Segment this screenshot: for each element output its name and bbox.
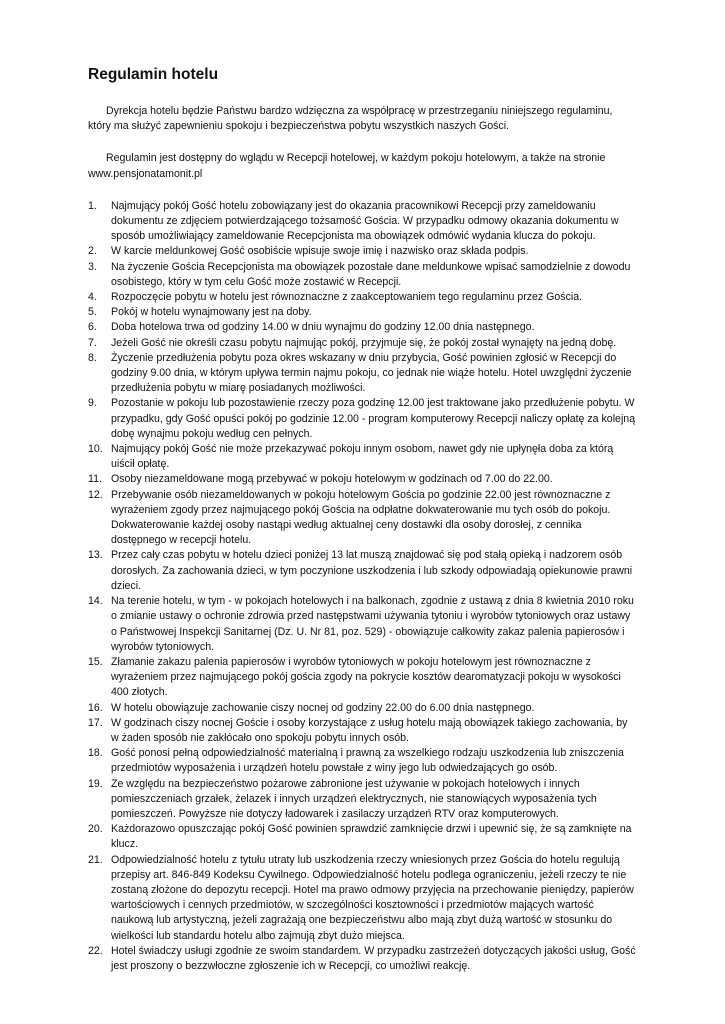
rule-number: 13. xyxy=(88,549,103,562)
rule-number: 14. xyxy=(88,595,103,608)
rule-text: W karcie meldunkowej Gość osobiście wpisuje swoje imię i nazwisko oraz składa podpis. xyxy=(111,245,529,258)
rule-text: Osoby niezameldowane mogą przebywać w pokoju hotelowym w godzinach od 7.00 do 22.00. xyxy=(111,473,553,486)
rule-text: Jeżeli Gość nie określi czasu pobytu najmując pokój, przyjmuje się, że pokój został wynajęty na jedną dobę. xyxy=(111,336,617,349)
rule-item xyxy=(88,777,637,823)
rule-text: Rozpoczęcie pobytu w hotelu jest równoznaczne z zaakceptowaniem tego regulaminu przez Gościa. xyxy=(111,291,583,304)
rule-item xyxy=(88,853,637,944)
rule-number: 12. xyxy=(88,488,103,501)
rule-number: 18. xyxy=(88,747,103,760)
rule-number: 3. xyxy=(88,260,97,273)
rule-item xyxy=(88,594,637,655)
rule-number: 8. xyxy=(88,351,97,364)
rule-item xyxy=(88,260,637,290)
rule-item xyxy=(88,701,637,716)
rule-text: Życzenie przedłużenia pobytu poza okres wskazany w dniu przybycia, Gość powinien zgłosić w Recepcji do godziny 9.00 dnia, w którym upływa termin najmu pokoju, co jednak nie wiąże hotelu. Hotel uwzględni życzenie przedłużenia pobytu w miarę posiadanych możliwości. xyxy=(111,351,632,395)
rule-number: 6. xyxy=(88,321,97,334)
rule-number: 1. xyxy=(88,199,97,212)
rule-item xyxy=(88,290,637,305)
rule-text: Na życzenie Gościa Recepcjonista ma obowiązek pozostałe dane meldunkowe wpisać samodzielnie z dowodu osobistego, który w tym celu Gość może zostawić w Recepcji. xyxy=(111,260,631,288)
rule-item xyxy=(88,442,637,472)
rule-item xyxy=(88,396,637,442)
rule-text: Na terenie hotelu, w tym - w pokojach hotelowych i na balkonach, zgodnie z ustawą z dnia 8 kwietnia 2010 roku o zmianie ustawy o ochronie zdrowia przed następstwami używania tytoniu i wyrobów tytoniowych oraz ustawy o Państwowej Inspekcji Sanitarnej (Dz. U. Nr 81, poz. 529) - obowiązuje całkowity zakaz palenia papierosów i wyrobów tytoniowych. xyxy=(111,595,634,653)
rule-item xyxy=(88,199,637,245)
rule-text: Najmujący pokój Gość nie może przekazywać pokoju innym osobom, nawet gdy nie upłynęła doba za którą uiścił opłatę. xyxy=(111,443,614,471)
rule-number: 21. xyxy=(88,853,103,866)
rule-item xyxy=(88,944,637,974)
rule-text: Odpowiedzialność hotelu z tytułu utraty lub uszkodzenia rzeczy wniesionych przez Gościa do hotelu regulują przepisy art. 846-849 Kodeksu Cywilnego. Odpowiedzialność hotelu podlega ograniczeniu, jeżeli rzeczy te nie zostaną złożone do depozytu recepcji. Hotel ma prawo odmowy przyjęcia na przechowanie pieniędzy, papierów wartościowych i cennych przedmiotów, w szczególności kosztowności i przedmiotów mających wartość naukową lub artystyczną, jeżeli zagrażają one bezpieczeństwu albo mają zbyt dużą wartość w stosunku do wielkości lub standardu hotelu albo zajmują zbyt dużo miejsca. xyxy=(111,853,634,942)
rule-number: 16. xyxy=(88,701,103,714)
rule-text: Hotel świadczy usługi zgodnie ze swoim standardem. W przypadku zastrzeżeń dotyczących jakości usług, Gość jest proszony o bezzwłoczne zgłoszenie ich w Recepcji, co umożliwi reakcję. xyxy=(111,944,636,972)
rule-number: 4. xyxy=(88,291,97,304)
rule-text: Każdorazowo opuszczając pokój Gość powinien sprawdzić zamknięcie drzwi i upewnić się, że są zamknięte na klucz. xyxy=(111,823,632,851)
intro-paragraph: Dyrekcja hotelu będzie Państwu bardzo wdzięczna za współpracę w przestrzeganiu niniejszego regulaminu, który ma służyć zapewnieniu spokoju i bezpieczeństwa pobytu wszystkich naszych Gości. xyxy=(88,105,613,133)
rule-number: 5. xyxy=(88,306,97,319)
rule-item xyxy=(88,244,637,259)
rule-text: Przez cały czas pobytu w hotelu dzieci poniżej 13 lat muszą znajdować się pod stałą opieką i nadzorem osób dorosłych. Za zachowania dzieci, w tym poczynione uszkodzenia i lub szkody odpowiadają opiekunowie prawni dzieci. xyxy=(111,549,633,592)
rule-item xyxy=(88,822,637,852)
rule-number: 19. xyxy=(88,777,103,790)
rule-number: 22. xyxy=(88,944,103,957)
rule-number: 9. xyxy=(88,397,97,410)
rule-item xyxy=(88,548,637,594)
rule-text: W hotelu obowiązuje zachowanie ciszy nocnej od godziny 22.00 do 6.00 dnia następnego. xyxy=(111,701,535,714)
rules-list xyxy=(88,199,637,974)
rule-item xyxy=(88,716,637,746)
rule-text: Złamanie zakazu palenia papierosów i wyrobów tytoniowych w pokoju hotelowym jest równoznaczne z wyrażeniem przez najmującego pokój gościa zgody na pokrycie kosztów dearomatyzacji pokoju w wysokości 400 złotych. xyxy=(111,655,621,699)
rule-text: Doba hotelowa trwa od godziny 14.00 w dniu wynajmu do godziny 12.00 dnia następnego. xyxy=(111,321,535,334)
rule-number: 17. xyxy=(88,716,103,729)
rule-item xyxy=(88,472,637,487)
rule-item xyxy=(88,336,637,351)
rule-item xyxy=(88,320,637,335)
rule-number: 2. xyxy=(88,245,97,258)
rule-number: 15. xyxy=(88,655,103,668)
rule-text: Przebywanie osób niezameldowanych w pokoju hotelowym Gościa po godzinie 22.00 jest równoznaczne z wyrażeniem zgody przez najmującego pokój Gościa na odpłatne dokwaterowanie mu tych osób do pokoju. Dokwaterowanie każdej osoby nastąpi według aktualnej ceny dostawki dla osoby dorosłej, z cennika dostępnego w recepcji hotelu. xyxy=(111,488,611,547)
rule-item xyxy=(88,351,637,397)
rule-text: Gość ponosi pełną odpowiedzialność materialną i prawną za wszelkiego rodzaju uszkodzenia lub zniszczenia przedmiotów wyposażenia i urządzeń hotelu powstałe z winy jego lub odwiedzających go osób. xyxy=(111,747,624,775)
document-title: Regulamin hotelu xyxy=(88,66,219,83)
rule-item xyxy=(88,488,637,549)
rule-item xyxy=(88,655,637,701)
rule-item xyxy=(88,305,637,320)
rule-number: 20. xyxy=(88,823,103,836)
rule-number: 11. xyxy=(88,473,102,486)
rule-text: W godzinach ciszy nocnej Goście i osoby korzystające z usług hotelu mają obowiązek takiego zachowania, by w żaden sposób nie zakłócało ono spokoju pobytu innych osób. xyxy=(111,716,628,744)
availability-paragraph: Regulamin jest dostępny do wglądu w Recepcji hotelowej, w każdym pokoju hotelowym, a także na stronie www.pensjonatamonit.pl xyxy=(88,152,606,180)
rule-number: 10. xyxy=(88,443,103,456)
rule-text: Ze względu na bezpieczeństwo pożarowe zabronione jest używanie w pokojach hotelowych i innych pomieszczeniach grzałek, żelazek i innych urządzeń elektrycznych, nie stanowiących wyposażenia tych pomieszczeń. Powyższe nie dotyczy ładowarek i zasilaczy urządzeń RTV oraz komputerowych. xyxy=(111,777,597,820)
rule-text: Pokój w hotelu wynajmowany jest na doby. xyxy=(111,306,312,319)
rule-item xyxy=(88,746,637,776)
rule-text: Pozostanie w pokoju lub pozostawienie rzeczy poza godzinę 12.00 jest traktowane jako przedłużenie pobytu. W przypadku, gdy Gość opuści pokój po godzinie 12.00 - program komputerowy Recepcji naliczy opłatę za kolejną dobę wynajmu pokoju według cen pełnych. xyxy=(111,397,636,440)
rule-number: 7. xyxy=(88,336,97,349)
rule-text: Najmujący pokój Gość hotelu zobowiązany jest do okazania pracownikowi Recepcji przy zameldowaniu dokumentu ze zdjęciem potwierdzającego tożsamość Gościa. W przypadku odmowy okazania dokumentu w sposób umożliwiający zameldowanie Recepcjonista ma obowiązek odmówić wydania klucza do pokoju. xyxy=(111,199,619,243)
